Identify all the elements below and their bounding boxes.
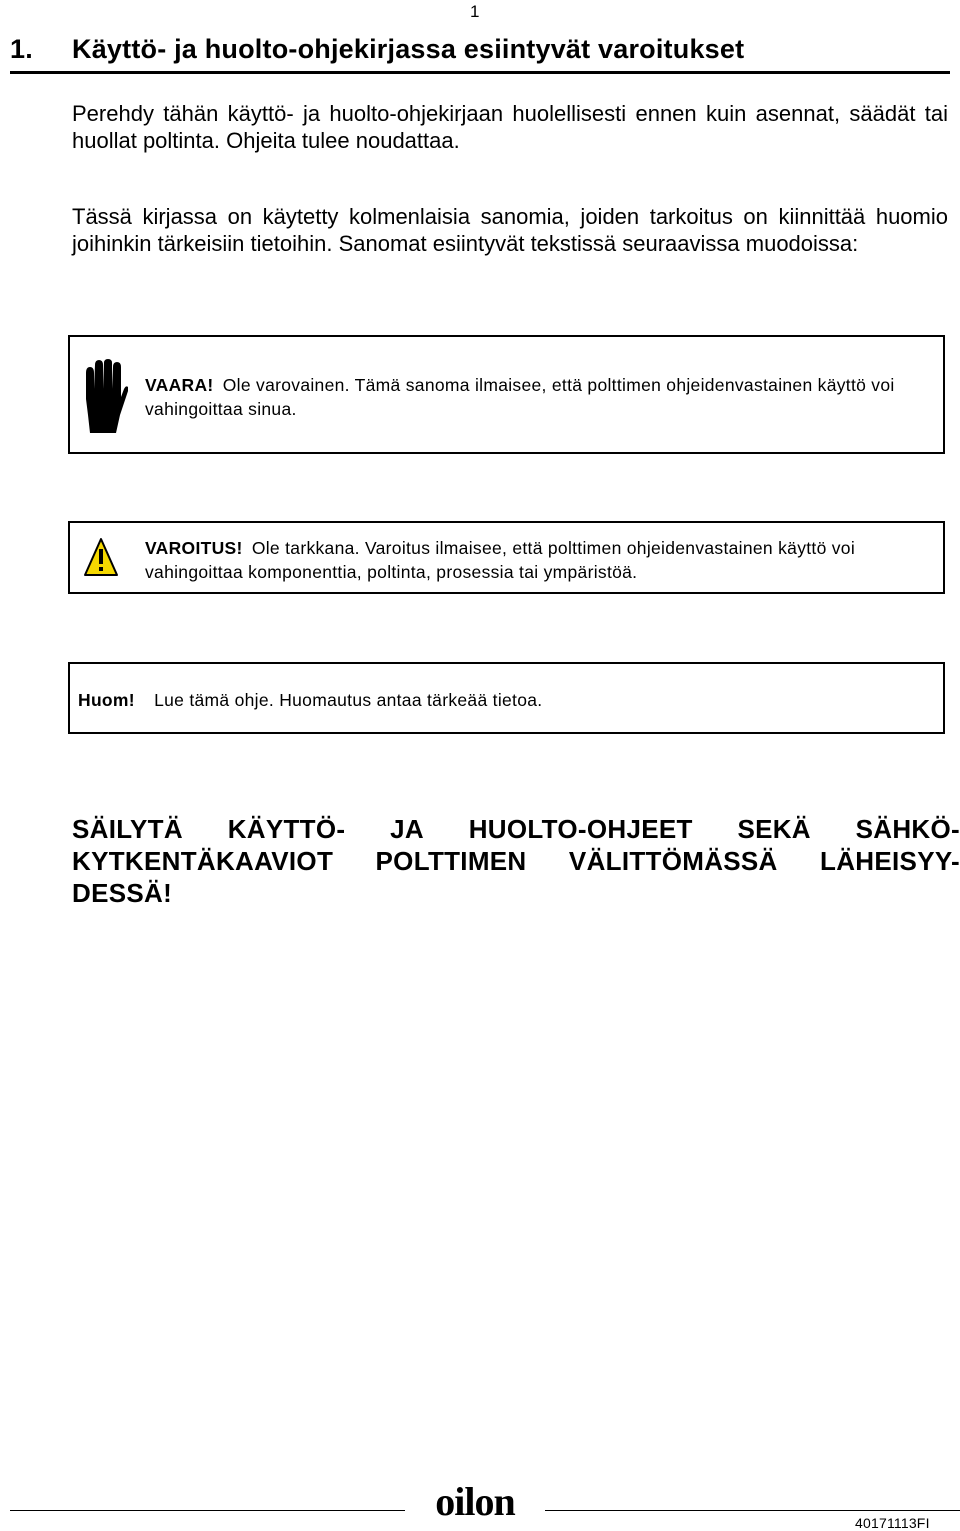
section-number: 1.: [10, 34, 33, 64]
keep-word: HUOLTO-OHJEET: [468, 814, 693, 844]
keep-word: SEKÄ: [737, 814, 811, 844]
keep-word: JA: [390, 814, 424, 844]
warning-triangle-icon: [83, 537, 119, 582]
warning-text: Ole tarkkana. Varoitus ilmaisee, että polttimen ohjeidenvastainen käyttö voi vahingoittaa komponenttia, poltinta, prosessia tai ympäristöä.: [145, 538, 856, 582]
keep-word: KYTKENTÄKAAVIOT: [72, 846, 334, 876]
keep-notice-line-3: DESSÄ!: [72, 878, 173, 908]
section-heading: [10, 34, 950, 65]
page-number: 1: [470, 2, 480, 21]
keep-notice-line-1: [72, 813, 960, 845]
note-message: [78, 688, 935, 712]
keep-word: SÄILYTÄ: [72, 814, 183, 844]
warning-label: VAROITUS!: [145, 538, 243, 558]
danger-message: [145, 373, 935, 421]
stop-hand-icon: [82, 359, 128, 438]
warning-message: [145, 536, 935, 584]
message-types-paragraph: Tässä kirjassa on käytetty kolmenlaisia sanomia, joiden tarkoitus on kiinnittää huomio joihinkin tärkeisiin tietoihin. Sanomat esiintyvät tekstissä seuraavissa muodoissa:: [72, 204, 948, 256]
keep-word: SÄHKÖ-: [855, 814, 960, 844]
keep-word: VÄLITTÖMÄSSÄ: [568, 846, 778, 876]
keep-instructions-notice: [72, 813, 960, 909]
note-label: Huom!: [78, 690, 135, 710]
section-title: Käyttö- ja huolto-ohjekirjassa esiintyvät varoitukset: [72, 34, 745, 64]
intro-paragraph: Perehdy tähän käyttö- ja huolto-ohjekirjaan huolellisesti ennen kuin asennat, säädät tai huollat poltinta. Ohjeita tulee noudattaa.: [72, 101, 948, 153]
keep-notice-line-2: [72, 845, 960, 877]
danger-label: VAARA!: [145, 375, 214, 395]
keep-word: KÄYTTÖ-: [227, 814, 346, 844]
keep-word: LÄHEISYY-: [820, 846, 960, 876]
keep-word: POLTTIMEN: [375, 846, 527, 876]
heading-rule: [10, 71, 950, 74]
note-text: Lue tämä ohje. Huomautus antaa tärkeää tietoa.: [154, 690, 543, 710]
danger-text: Ole varovainen. Tämä sanoma ilmaisee, että polttimen ohjeidenvastainen käyttö voi vahingoittaa sinua.: [145, 375, 895, 419]
danger-notice: [68, 335, 945, 454]
note-notice: [68, 662, 945, 734]
document-code: 40171113FI: [855, 1515, 930, 1531]
svg-text:oilon: oilon: [435, 1484, 515, 1524]
oilon-logo: [405, 1484, 545, 1529]
warning-notice: [68, 521, 945, 594]
